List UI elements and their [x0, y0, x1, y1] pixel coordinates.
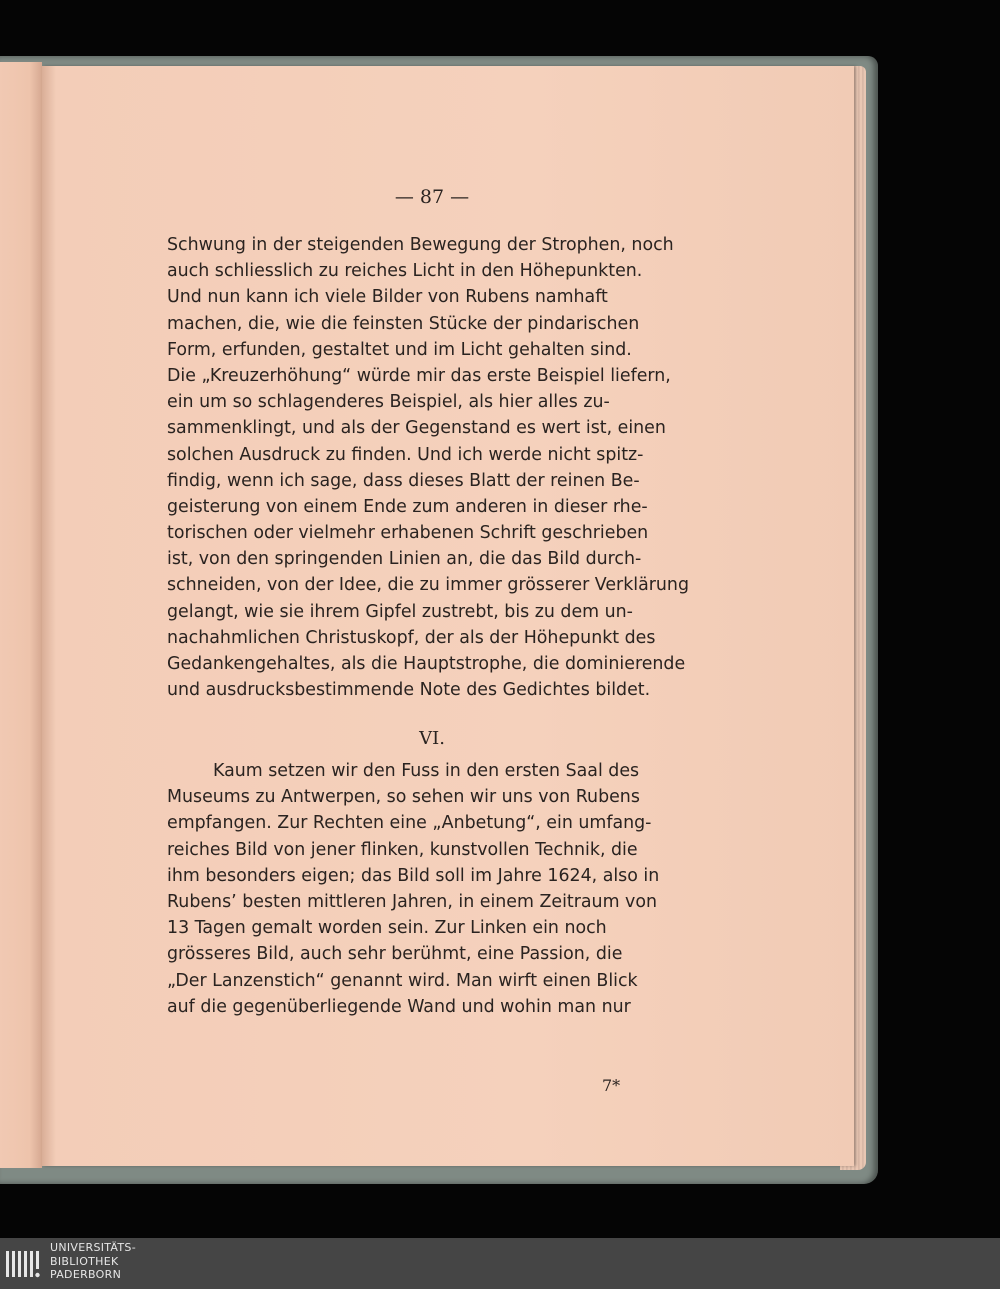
text-line: machen, die, wie die feinsten Stücke der pindarischen — [167, 313, 640, 334]
text-line: solchen Ausdruck zu finden. Und ich werde nicht spitz- — [167, 444, 644, 465]
printer-signature: 7* — [602, 1076, 621, 1095]
text-line: Museums zu Antwerpen, so sehen wir uns von Rubens — [167, 787, 640, 808]
page-number: — 87 — — [394, 186, 470, 208]
text-line: empfangen. Zur Rechten eine „Anbetung“, ein umfang- — [167, 813, 652, 834]
library-footer — [0, 1238, 1000, 1289]
right-page — [42, 66, 854, 1166]
text-line: auf die gegenüberliegende Wand und wohin man nur — [167, 996, 631, 1017]
text-line: 13 Tagen gemalt worden sein. Zur Linken ein noch — [167, 918, 607, 939]
paragraph-1 — [167, 232, 697, 703]
text-line: ein um so schlagenderes Beispiel, als hier alles zu- — [167, 392, 610, 413]
library-name — [50, 1241, 136, 1282]
text-line: torischen oder vielmehr erhabenen Schrift geschrieben — [167, 523, 649, 544]
text-line: geisterung von einem Ende zum anderen in dieser rhe- — [167, 496, 648, 517]
text-line: findig, wenn ich sage, dass dieses Blatt der reinen Be- — [167, 470, 640, 491]
library-name-line-2: BIBLIOTHEK — [50, 1254, 119, 1268]
text-line: sammenklingt, und als der Gegenstand es wert ist, einen — [167, 418, 666, 439]
text-line: „Der Lanzenstich“ genannt wird. Man wirft einen Blick — [167, 970, 638, 991]
text-line: ihm besonders eigen; das Bild soll im Jahre 1624, also in — [167, 865, 660, 886]
text-line: grösseres Bild, auch sehr berühmt, eine Passion, die — [167, 944, 623, 965]
text-line: Gedankengehaltes, als die Hauptstrophe, die dominierende — [167, 654, 686, 674]
text-line: Form, erfunden, gestaltet und im Licht gehalten sind. — [167, 339, 632, 360]
library-name-line-3: PADERBORN — [50, 1268, 122, 1281]
paragraph-2 — [167, 758, 697, 1020]
text-line: gelangt, wie sie ihrem Gipfel zustrebt, bis zu dem un- — [167, 601, 633, 622]
section-heading: VI. — [419, 728, 445, 749]
text-line: Und nun kann ich viele Bilder von Rubens namhaft — [167, 287, 608, 308]
library-logo-icon — [4, 1243, 46, 1285]
text-line: und ausdrucksbestimmende Note des Gedichtes bildet. — [167, 680, 651, 701]
text-line: reiches Bild von jener flinken, kunstvollen Technik, die — [167, 839, 638, 860]
text-line: nachahmlichen Christuskopf, der als der Höhepunkt des — [167, 627, 656, 648]
text-line: Kaum setzen wir den Fuss in den ersten Saal des — [213, 761, 640, 781]
text-line: schneiden, von der Idee, die zu immer grösserer Verklärung — [167, 575, 689, 596]
left-page — [0, 62, 42, 1168]
text-line: Schwung in der steigenden Bewegung der Strophen, noch — [167, 235, 674, 255]
text-line: auch schliesslich zu reiches Licht in den Höhepunkten. — [167, 261, 643, 282]
text-line: ist, von den springenden Linien an, die das Bild durch- — [167, 549, 642, 570]
text-line: Rubens’ besten mittleren Jahren, in einem Zeitraum von — [167, 891, 657, 912]
library-name-line-1: UNIVERSITÄTS- — [50, 1241, 136, 1254]
text-line: Die „Kreuzerhöhung“ würde mir das erste Beispiel liefern, — [167, 365, 671, 386]
